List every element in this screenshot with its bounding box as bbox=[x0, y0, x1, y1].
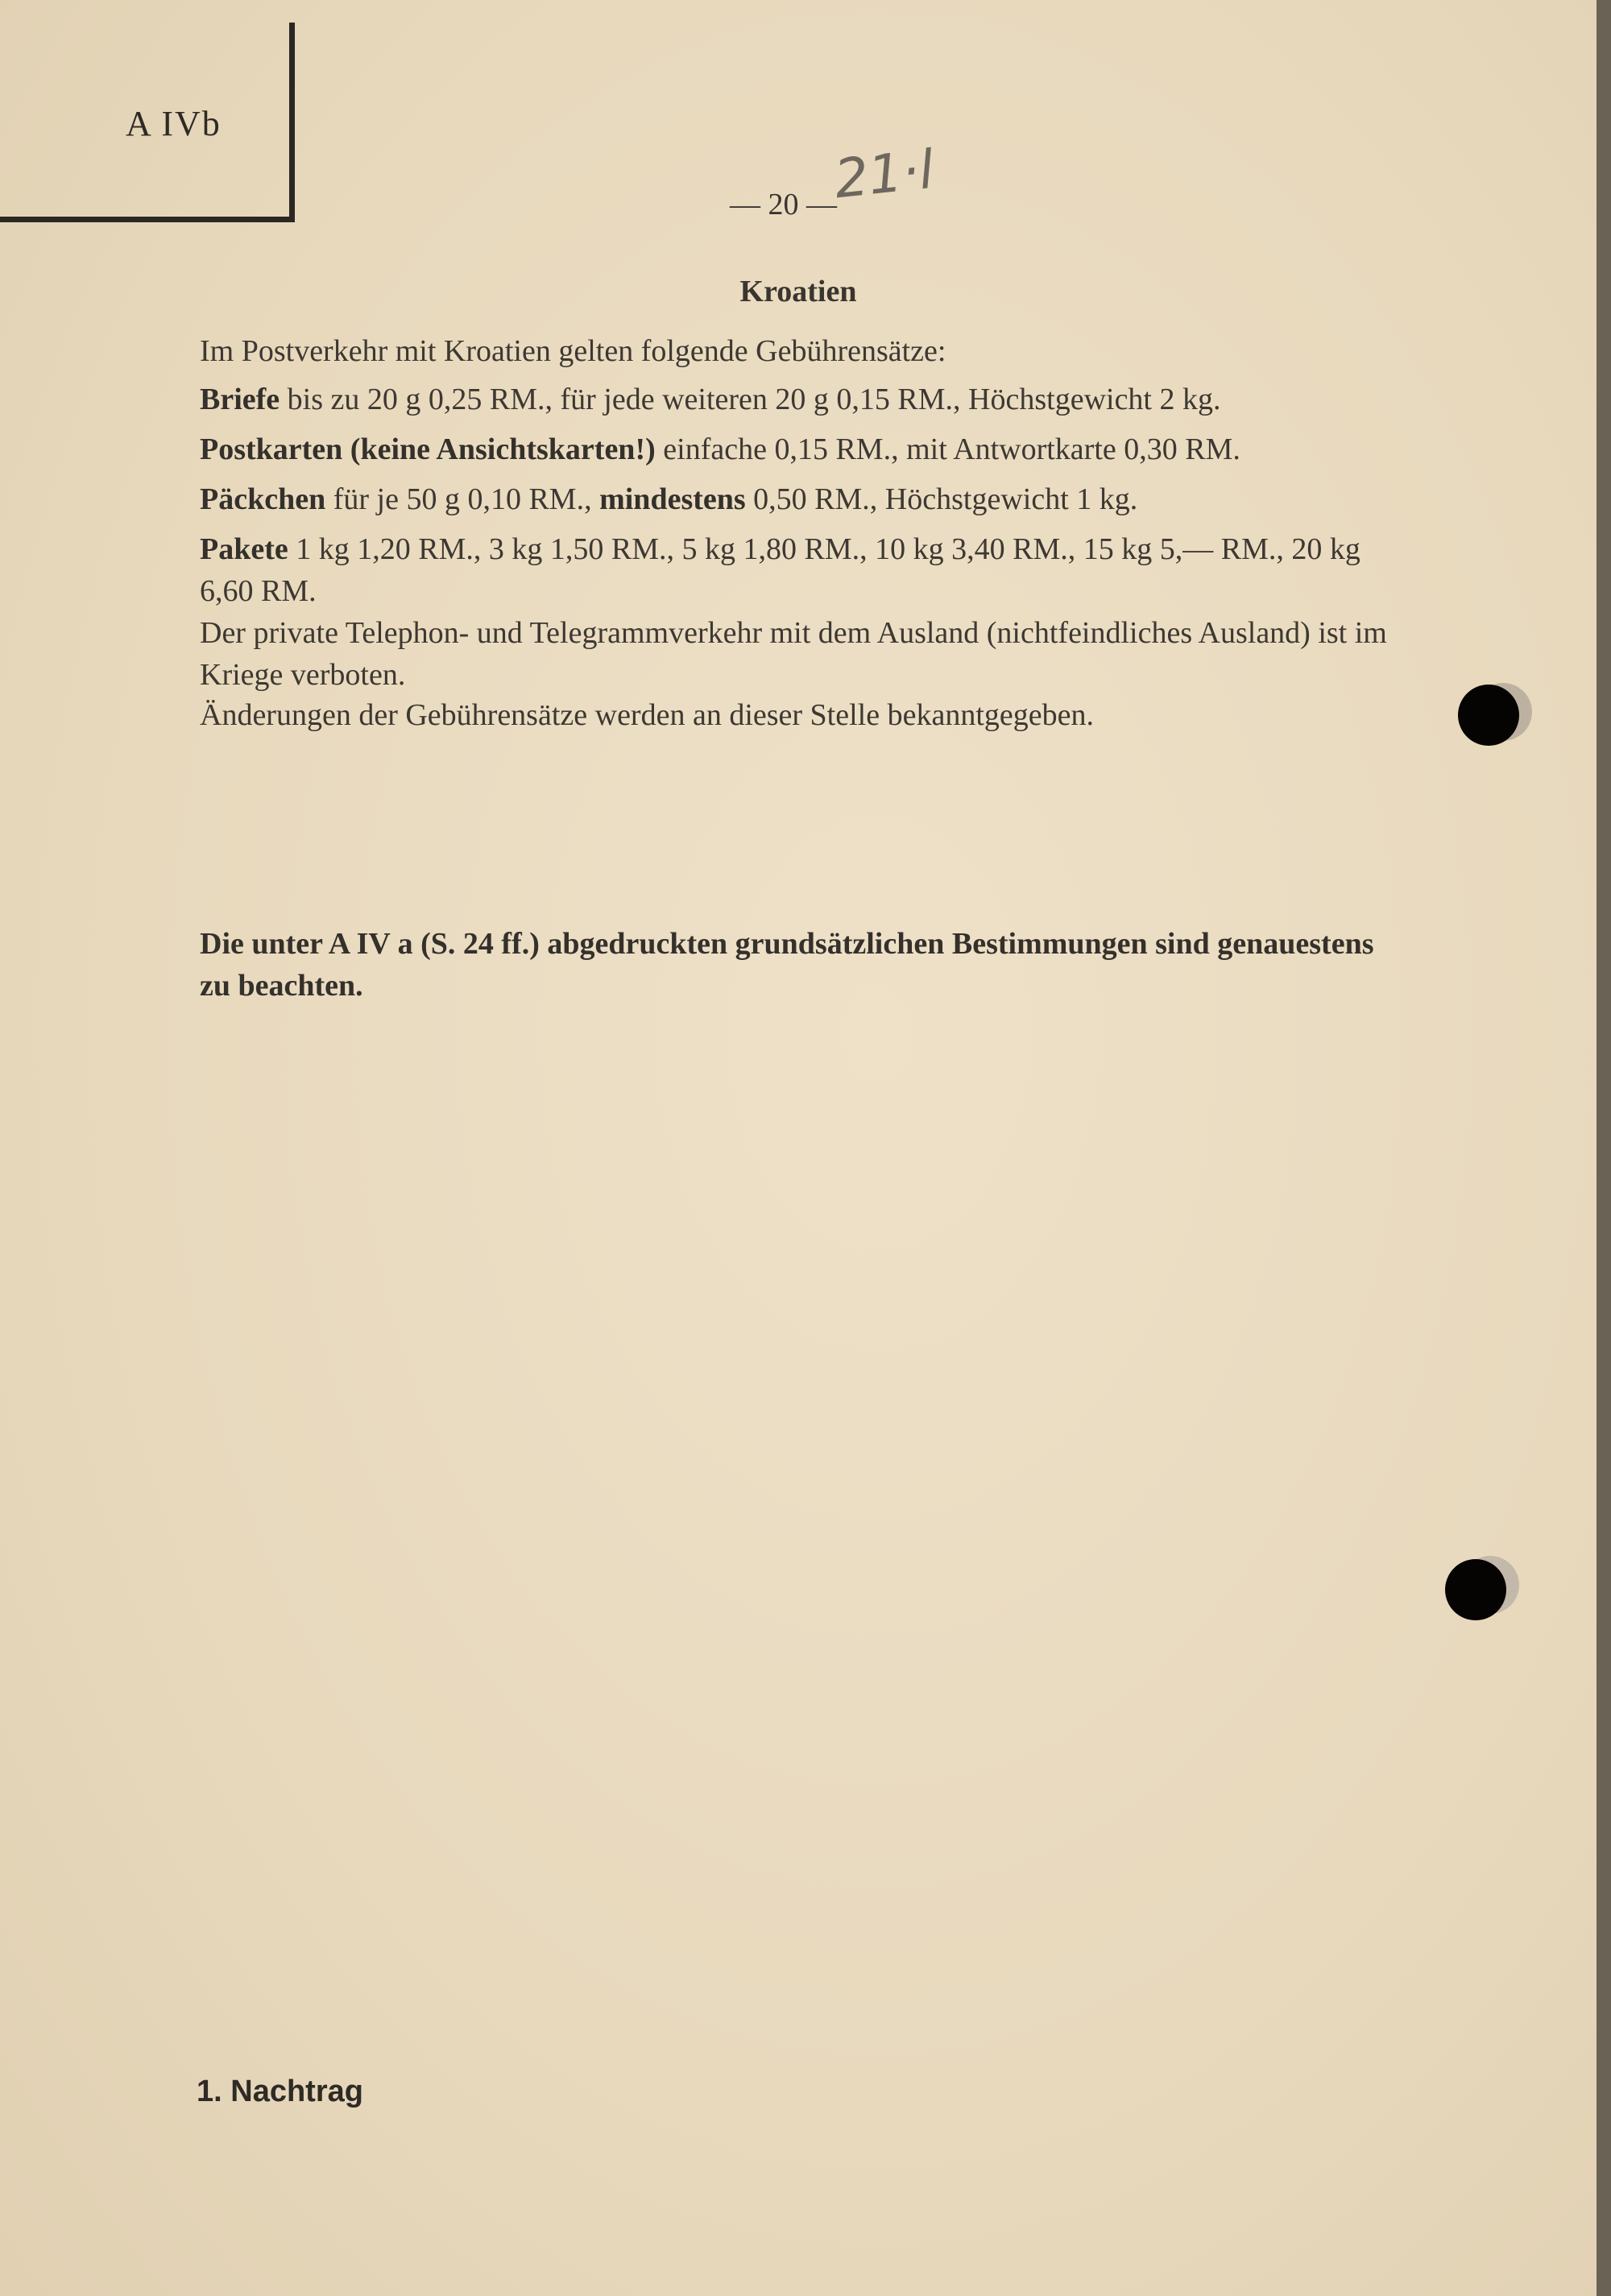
aenderungen-text: Änderungen der Gebührensätze werden an dieser Stelle bekanntgegeben. bbox=[200, 698, 1094, 732]
paeckchen-label: Päckchen bbox=[200, 482, 326, 516]
intro-text: Im Postverkehr mit Kroatien gelten folgende Gebührensätze: bbox=[200, 334, 946, 368]
aenderungen-paragraph bbox=[200, 694, 1390, 736]
footer-label: 1. Nachtrag bbox=[197, 2075, 363, 2108]
postkarten-paragraph bbox=[200, 428, 1390, 470]
punch-hole-icon bbox=[1456, 676, 1534, 754]
paeckchen-text: für je 50 g 0,10 RM., bbox=[325, 482, 600, 516]
briefe-text: bis zu 20 g 0,25 RM., für jede weiteren 20 g 0,15 RM., Höchstgewicht 2 kg. bbox=[280, 383, 1221, 416]
telephon-text: Der private Telephon- und Telegrammverkehr mit dem Ausland (nichtfeindliches Ausland) ist im Kriege verboten. bbox=[200, 616, 1387, 692]
page-number: — 20 — bbox=[730, 188, 837, 221]
telephon-paragraph bbox=[200, 612, 1390, 696]
pakete-paragraph bbox=[200, 528, 1390, 612]
section-code: A IVb bbox=[126, 104, 222, 143]
handwritten-note: 21·l bbox=[831, 138, 937, 211]
punch-hole-icon bbox=[1442, 1549, 1519, 1627]
briefe-label: Briefe bbox=[200, 383, 280, 416]
bestimmungen-text: Die unter A IV a (S. 24 ff.) abgedruckten grundsätzlichen Bestimmungen sind genauestens zu beachten. bbox=[200, 927, 1374, 1003]
page-edge bbox=[1597, 0, 1611, 2296]
bestimmungen-paragraph bbox=[200, 923, 1390, 1007]
pakete-label: Pakete bbox=[200, 532, 288, 566]
intro-paragraph bbox=[200, 330, 1390, 372]
page-title: Kroatien bbox=[739, 275, 857, 308]
briefe-paragraph bbox=[200, 379, 1390, 420]
postkarten-text: einfache 0,15 RM., mit Antwortkarte 0,30 RM. bbox=[655, 432, 1240, 466]
paeckchen-text-after: 0,50 RM., Höchstgewicht 1 kg. bbox=[745, 482, 1138, 516]
paeckchen-emphasis: mindestens bbox=[599, 482, 746, 516]
pakete-text: 1 kg 1,20 RM., 3 kg 1,50 RM., 5 kg 1,80 RM., 10 kg 3,40 RM., 15 kg 5,— RM., 20 kg 6,60 RM. bbox=[200, 532, 1360, 608]
paeckchen-paragraph bbox=[200, 478, 1390, 520]
postkarten-label: Postkarten (keine Ansichtskarten!) bbox=[200, 432, 656, 466]
